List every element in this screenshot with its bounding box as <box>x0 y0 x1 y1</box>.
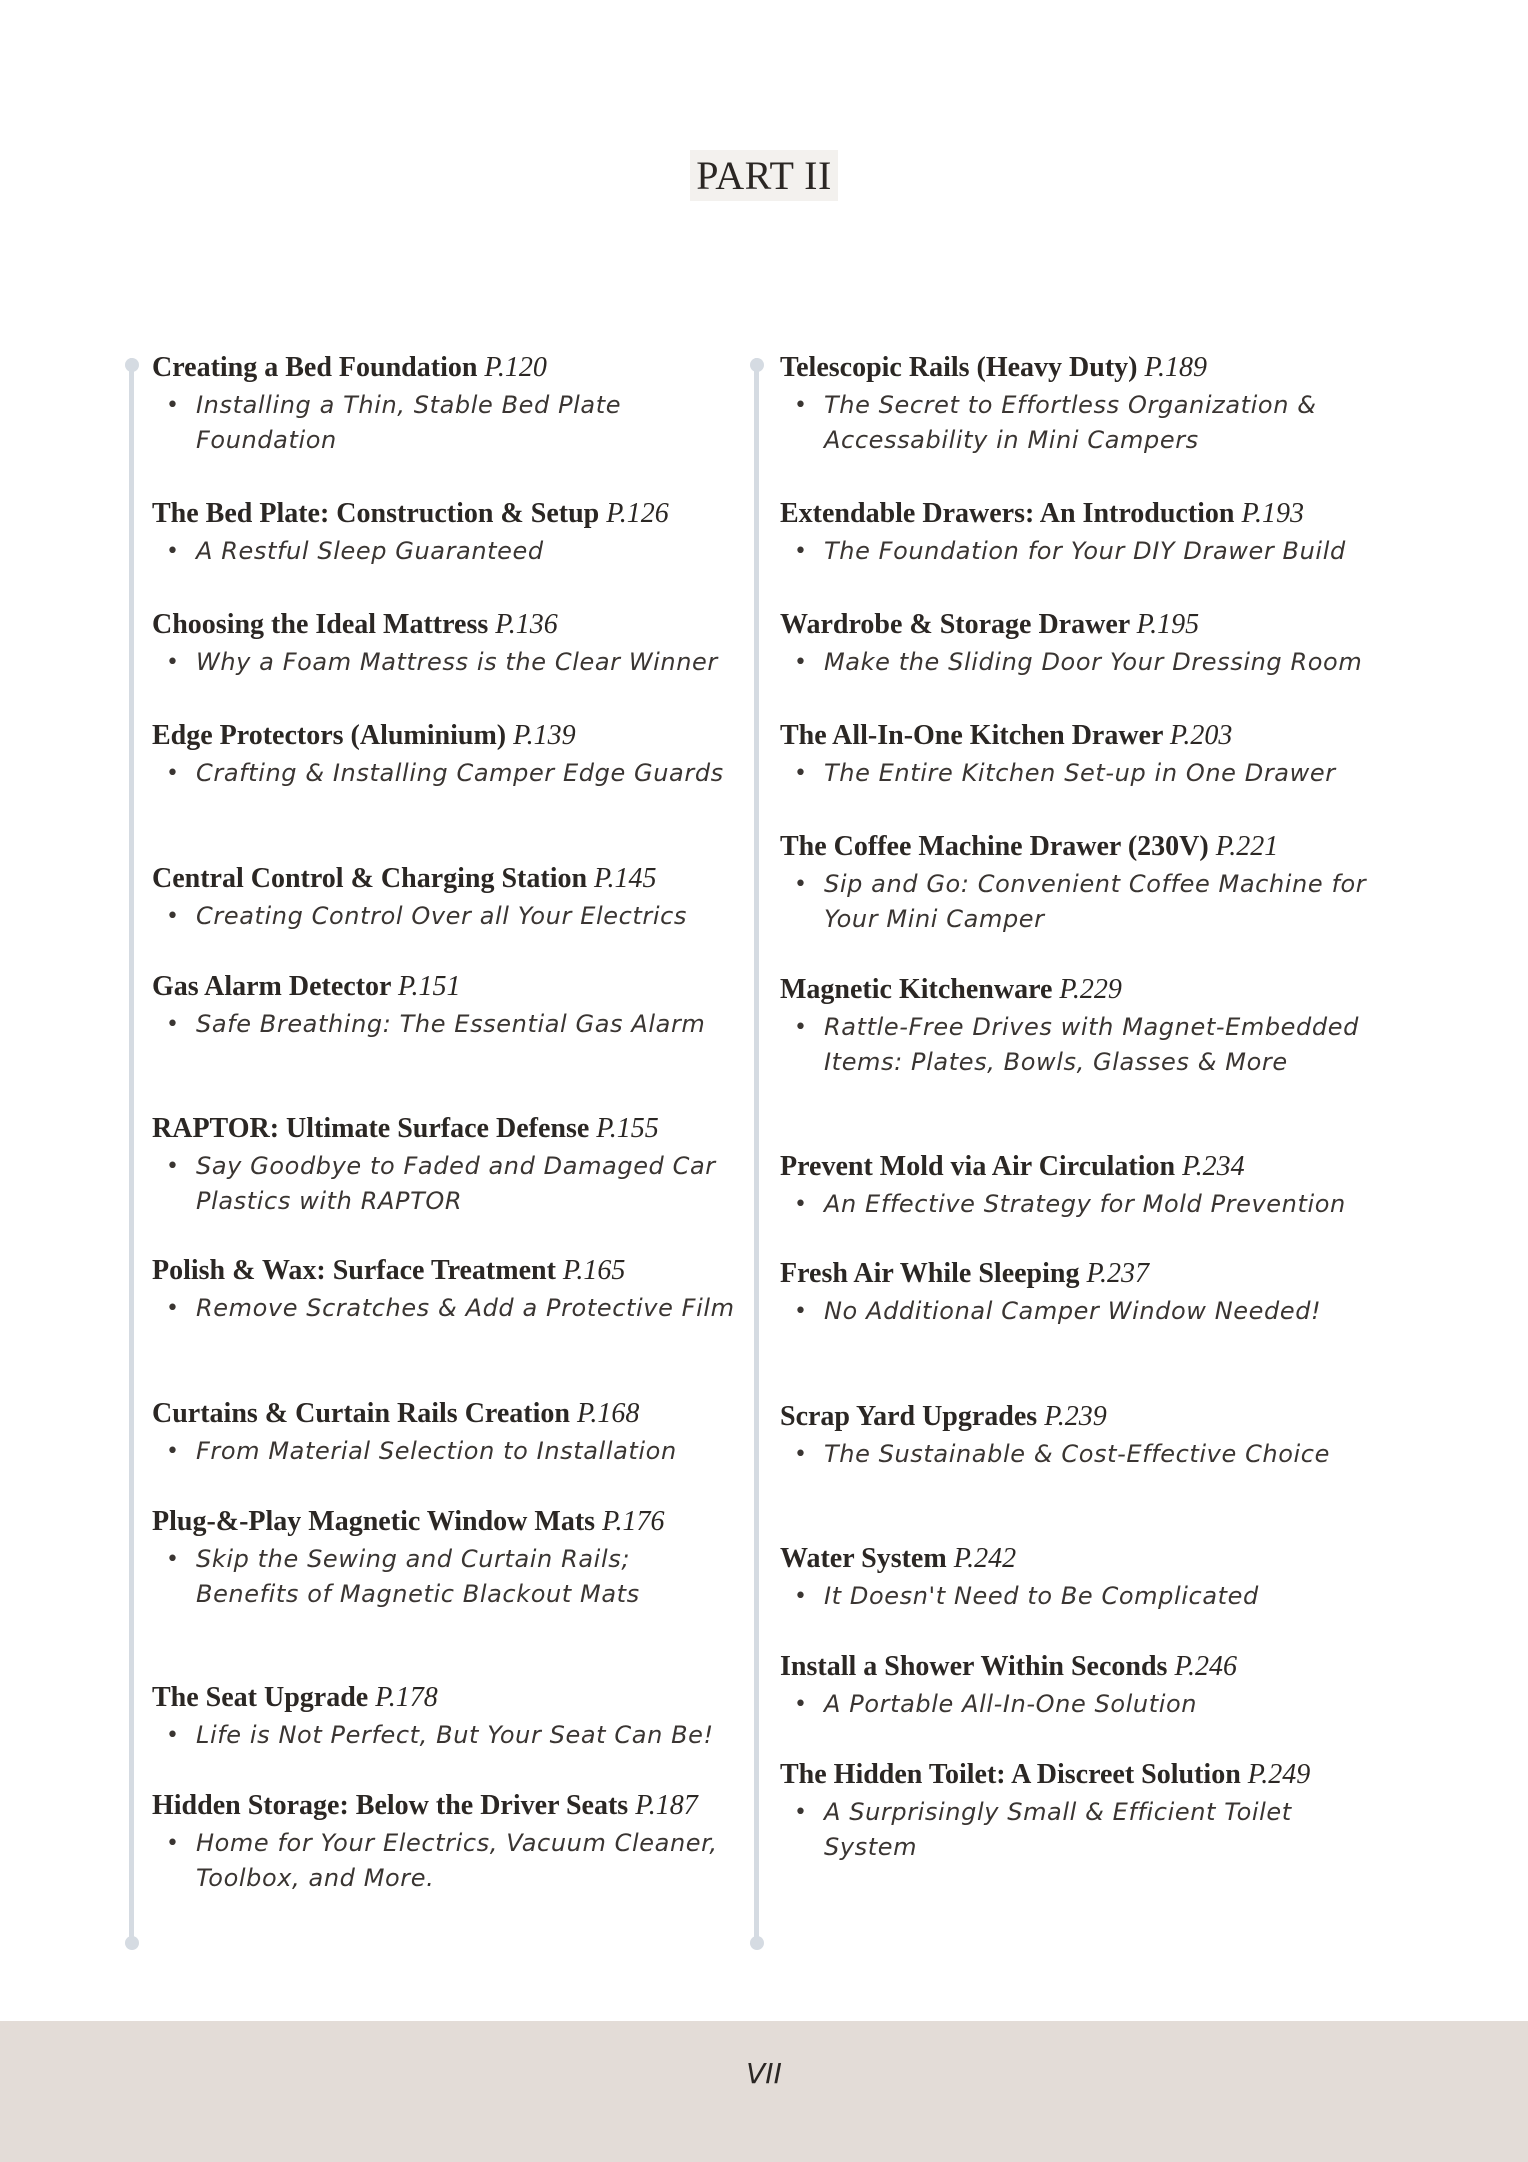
entry-subtitle: • Make the Sliding Door Your Dressing Room <box>780 645 1400 680</box>
bullet-icon: • <box>166 1439 180 1464</box>
timeline-rail-left <box>129 358 134 1943</box>
bullet-icon: • <box>794 1192 808 1217</box>
bullet-icon: • <box>166 539 180 564</box>
bullet-icon: • <box>166 761 180 786</box>
entry-title: Curtains & Curtain Rails Creation <box>152 1398 570 1429</box>
entry-title: The Hidden Toilet: A Discreet Solution <box>780 1759 1241 1790</box>
part-title <box>0 150 1528 201</box>
entry-title: Plug-&-Play Magnetic Window Mats <box>152 1506 596 1537</box>
toc-entry[interactable] <box>780 1649 1400 1722</box>
page-number: VII <box>746 2057 782 2090</box>
toc-entry[interactable] <box>152 1111 772 1219</box>
bullet-icon: • <box>794 872 808 897</box>
toc-entry[interactable] <box>780 829 1400 937</box>
entry-subtitle: • No Additional Camper Window Needed! <box>780 1294 1400 1329</box>
toc-entry[interactable] <box>152 1788 772 1896</box>
entry-subtitle: • Life is Not Perfect, But Your Seat Can Be! <box>152 1718 772 1753</box>
toc-entry[interactable] <box>152 496 772 569</box>
entry-title: Creating a Bed Foundation <box>152 352 478 383</box>
entry-title: Hidden Storage: Below the Driver Seats <box>152 1790 629 1821</box>
entry-subtitle: • Why a Foam Mattress is the Clear Winner <box>152 645 772 680</box>
toc-entry[interactable] <box>152 1504 772 1612</box>
entry-page: P.193 <box>1241 498 1305 529</box>
toc-entry[interactable] <box>780 1541 1400 1614</box>
entry-subtitle: • It Doesn't Need to Be Complicated <box>780 1579 1400 1614</box>
part-heading: PART II <box>690 150 838 201</box>
entry-subtitle: • The Foundation for Your DIY Drawer Build <box>780 534 1400 569</box>
entry-subtitle: • Home for Your Electrics, Vacuum Cleaner, Toolbox, and More. <box>152 1826 772 1896</box>
entry-page: P.195 <box>1136 609 1200 640</box>
entry-title: Choosing the Ideal Mattress <box>152 609 489 640</box>
toc-entry[interactable] <box>780 718 1400 791</box>
entry-page: P.139 <box>513 720 576 751</box>
entry-page: P.234 <box>1182 1151 1245 1182</box>
entry-title: Gas Alarm Detector <box>152 971 391 1002</box>
bullet-icon: • <box>794 1584 808 1609</box>
timeline-dot-bottom-right <box>750 1936 764 1950</box>
entry-title: Prevent Mold via Air Circulation <box>780 1151 1176 1182</box>
entry-page: P.155 <box>596 1113 659 1144</box>
entry-subtitle: • Remove Scratches & Add a Protective Film <box>152 1291 772 1326</box>
entry-subtitle: • Installing a Thin, Stable Bed Plate Foundation <box>152 388 772 458</box>
entry-subtitle: • The Sustainable & Cost-Effective Choice <box>780 1437 1400 1472</box>
bullet-icon: • <box>794 539 808 564</box>
page-footer <box>0 2021 1528 2162</box>
bullet-icon: • <box>794 1015 808 1040</box>
entry-title: Water System <box>780 1543 947 1574</box>
entry-title: Wardrobe & Storage Drawer <box>780 609 1130 640</box>
toc-entry[interactable] <box>780 496 1400 569</box>
entry-title: The Bed Plate: Construction & Setup <box>152 498 600 529</box>
toc-entry[interactable] <box>780 350 1400 458</box>
bullet-icon: • <box>166 1547 180 1572</box>
entry-page: P.145 <box>594 863 657 894</box>
entry-subtitle: • Rattle-Free Drives with Magnet-Embedded Items: Plates, Bowls, Glasses & More <box>780 1010 1400 1080</box>
entry-subtitle: • Skip the Sewing and Curtain Rails; Benefits of Magnetic Blackout Mats <box>152 1542 772 1612</box>
entry-subtitle: • A Surprisingly Small & Efficient Toilet System <box>780 1795 1400 1865</box>
bullet-icon: • <box>166 393 180 418</box>
entry-page: P.237 <box>1086 1258 1149 1289</box>
entry-subtitle: • The Entire Kitchen Set-up in One Drawer <box>780 756 1400 791</box>
bullet-icon: • <box>166 1296 180 1321</box>
entry-title: Scrap Yard Upgrades <box>780 1401 1038 1432</box>
entry-subtitle: • A Portable All-In-One Solution <box>780 1687 1400 1722</box>
entry-subtitle: • Creating Control Over all Your Electrics <box>152 899 772 934</box>
entry-page: P.176 <box>602 1506 665 1537</box>
bullet-icon: • <box>166 1831 180 1856</box>
entry-page: P.229 <box>1059 974 1122 1005</box>
entry-page: P.239 <box>1044 1401 1107 1432</box>
entry-subtitle: • A Restful Sleep Guaranteed <box>152 534 772 569</box>
bullet-icon: • <box>794 650 808 675</box>
bullet-icon: • <box>166 1012 180 1037</box>
entry-page: P.189 <box>1144 352 1207 383</box>
toc-entry[interactable] <box>780 972 1400 1080</box>
entry-subtitle: • Sip and Go: Convenient Coffee Machine for Your Mini Camper <box>780 867 1400 937</box>
entry-title: The Coffee Machine Drawer (230V) <box>780 831 1209 862</box>
entry-page: P.249 <box>1247 1759 1311 1790</box>
entry-page: P.178 <box>375 1682 438 1713</box>
bullet-icon: • <box>794 393 808 418</box>
entry-title: Magnetic Kitchenware <box>780 974 1053 1005</box>
entry-title: The All-In-One Kitchen Drawer <box>780 720 1163 751</box>
entry-title: Extendable Drawers: An Introduction <box>780 498 1235 529</box>
entry-title: Telescopic Rails (Heavy Duty) <box>780 352 1138 383</box>
entry-title: Install a Shower Within Seconds <box>780 1651 1168 1682</box>
entry-page: P.168 <box>576 1398 640 1429</box>
entry-subtitle: • Crafting & Installing Camper Edge Guards <box>152 756 772 791</box>
toc-entry[interactable] <box>780 1149 1400 1222</box>
entry-title: RAPTOR: Ultimate Surface Defense <box>152 1113 590 1144</box>
entry-subtitle: • From Material Selection to Installation <box>152 1434 772 1469</box>
entry-page: P.120 <box>484 352 547 383</box>
entry-title: Edge Protectors (Aluminium) <box>152 720 507 751</box>
entry-page: P.187 <box>635 1790 698 1821</box>
entry-page: P.246 <box>1174 1651 1237 1682</box>
bullet-icon: • <box>794 1692 808 1717</box>
entry-subtitle: • Say Goodbye to Faded and Damaged Car Plastics with RAPTOR <box>152 1149 772 1219</box>
toc-entry[interactable] <box>780 1757 1400 1865</box>
bullet-icon: • <box>166 1154 180 1179</box>
entry-page: P.136 <box>495 609 558 640</box>
bullet-icon: • <box>166 650 180 675</box>
toc-entry[interactable] <box>152 350 772 458</box>
entry-title: Fresh Air While Sleeping <box>780 1258 1080 1289</box>
toc-entry[interactable] <box>152 861 772 934</box>
bullet-icon: • <box>794 761 808 786</box>
bullet-icon: • <box>794 1299 808 1324</box>
entry-subtitle: • The Secret to Effortless Organization & Accessability in Mini Campers <box>780 388 1400 458</box>
entry-page: P.165 <box>562 1255 626 1286</box>
bullet-icon: • <box>166 1723 180 1748</box>
toc-entry[interactable] <box>152 969 772 1042</box>
toc-entry[interactable] <box>152 1396 772 1469</box>
bullet-icon: • <box>166 904 180 929</box>
entry-page: P.126 <box>606 498 669 529</box>
entry-title: Central Control & Charging Station <box>152 863 588 894</box>
toc-entry[interactable] <box>780 607 1400 680</box>
timeline-dot-bottom-left <box>125 1936 139 1950</box>
toc-entry[interactable] <box>780 1256 1400 1329</box>
toc-entry[interactable] <box>152 718 772 791</box>
entry-title: The Seat Upgrade <box>152 1682 369 1713</box>
bullet-icon: • <box>794 1442 808 1467</box>
bullet-icon: • <box>794 1800 808 1825</box>
entry-subtitle: • An Effective Strategy for Mold Prevention <box>780 1187 1400 1222</box>
entry-title: Polish & Wax: Surface Treatment <box>152 1255 556 1286</box>
entry-page: P.221 <box>1215 831 1279 862</box>
toc-entry[interactable] <box>152 607 772 680</box>
toc-entry[interactable] <box>152 1253 772 1326</box>
toc-entry[interactable] <box>152 1680 772 1753</box>
timeline-dot-top-left <box>125 358 139 372</box>
entry-subtitle: • Safe Breathing: The Essential Gas Alarm <box>152 1007 772 1042</box>
entry-page: P.203 <box>1169 720 1233 751</box>
entry-page: P.242 <box>953 1543 1017 1574</box>
toc-entry[interactable] <box>780 1399 1400 1472</box>
entry-page: P.151 <box>397 971 461 1002</box>
